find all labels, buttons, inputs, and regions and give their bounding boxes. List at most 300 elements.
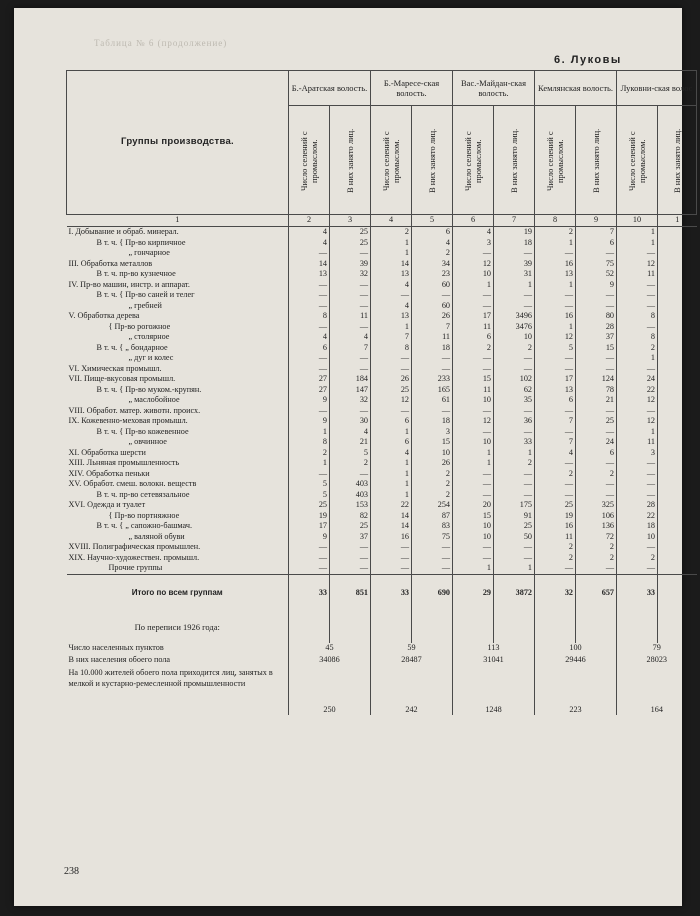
total-value: 851 xyxy=(330,574,371,613)
value-cell: 24 xyxy=(617,374,658,385)
empty-cell xyxy=(658,613,697,643)
table-row xyxy=(67,395,697,406)
census-label: В них населения обоего пола xyxy=(68,655,171,665)
value-cell: — xyxy=(576,458,617,469)
value-cell: 18 xyxy=(412,343,453,354)
value-cell: — xyxy=(330,322,371,333)
volost-header: Б.-Аратская волость. xyxy=(289,71,371,106)
value-cell: — xyxy=(535,248,576,259)
value-cell: 5 xyxy=(289,479,330,490)
census-value: 164 xyxy=(617,667,697,715)
value-cell: 3476 xyxy=(494,322,535,333)
value-cell: 2 xyxy=(617,553,658,564)
value-cell: 1 xyxy=(371,469,412,480)
empty-cell xyxy=(576,613,617,643)
value-cell: — xyxy=(617,301,658,312)
value-cell: — xyxy=(617,290,658,301)
value-cell: 4 xyxy=(330,427,371,438)
value-cell xyxy=(658,238,697,249)
empty-cell xyxy=(289,613,330,643)
column-number: 1 xyxy=(67,215,289,227)
value-cell: 82 xyxy=(330,511,371,522)
value-cell: 1 xyxy=(289,427,330,438)
value-cell xyxy=(658,563,697,574)
value-cell: — xyxy=(371,290,412,301)
column-number: 10 xyxy=(617,215,658,227)
row-label: IV. Пр-во машин, инстр. и аппарат. xyxy=(68,279,190,289)
value-cell: 2 xyxy=(494,458,535,469)
subheader-cell xyxy=(371,106,412,215)
value-cell: — xyxy=(330,469,371,480)
table-row xyxy=(67,248,697,259)
census-header: По переписи 1926 года: xyxy=(134,622,220,633)
value-cell: 39 xyxy=(494,259,535,270)
value-cell: 1 xyxy=(289,458,330,469)
value-cell: — xyxy=(412,553,453,564)
table-row xyxy=(67,364,697,375)
row-label: Прочие группы xyxy=(67,563,289,574)
table-row xyxy=(67,290,697,301)
table-row xyxy=(67,343,697,354)
value-cell: — xyxy=(494,479,535,490)
value-cell: 165 xyxy=(412,385,453,396)
value-cell: 7 xyxy=(330,343,371,354)
census-value: 31041 xyxy=(453,655,535,667)
table-row xyxy=(67,563,697,574)
value-cell: 35 xyxy=(494,395,535,406)
page-header: 6. Луковы xyxy=(554,54,622,66)
value-cell: — xyxy=(330,542,371,553)
value-cell: — xyxy=(535,479,576,490)
row-label: „ овчинное xyxy=(128,437,167,446)
subheader-text: Число селений с промыслом. xyxy=(545,130,565,191)
column-number: 3 xyxy=(330,215,371,227)
value-cell: 1 xyxy=(453,563,494,574)
value-cell: 36 xyxy=(494,416,535,427)
table-row xyxy=(67,322,697,333)
value-cell: — xyxy=(576,248,617,259)
total-value: 32 xyxy=(535,574,576,613)
value-cell: 1 xyxy=(535,322,576,333)
value-cell: — xyxy=(576,479,617,490)
value-cell: 6 xyxy=(289,343,330,354)
table-row xyxy=(67,416,697,427)
table-row xyxy=(67,542,697,553)
value-cell: — xyxy=(289,406,330,417)
value-cell xyxy=(658,511,697,522)
value-cell: 2 xyxy=(453,343,494,354)
value-cell: 1 xyxy=(617,353,658,364)
value-cell: 3 xyxy=(617,448,658,459)
value-cell: 10 xyxy=(412,448,453,459)
table-row xyxy=(67,553,697,564)
value-cell: — xyxy=(576,353,617,364)
row-label: „ валяной обуви xyxy=(128,531,185,541)
value-cell: 6 xyxy=(371,437,412,448)
row-label: В т. ч. { „ сапожно-башмач. xyxy=(96,521,193,530)
value-cell: 18 xyxy=(494,238,535,249)
row-label: „ гончарное xyxy=(128,248,170,257)
table-row xyxy=(67,448,697,459)
value-cell: 19 xyxy=(289,511,330,522)
row-label: В т. ч. пр-во сетевязальное xyxy=(96,489,190,499)
value-cell: — xyxy=(289,290,330,301)
subheader-cell xyxy=(658,106,697,215)
value-cell xyxy=(658,248,697,259)
table-row xyxy=(67,353,697,364)
value-cell: 30 xyxy=(330,416,371,427)
row-label: XIII. Льняная промышленность xyxy=(68,458,180,467)
value-cell: 10 xyxy=(453,532,494,543)
table-row xyxy=(67,238,697,249)
value-cell: 2 xyxy=(576,542,617,553)
value-cell: 21 xyxy=(330,437,371,448)
value-cell: 22 xyxy=(371,500,412,511)
value-cell: 7 xyxy=(535,437,576,448)
value-cell: 4 xyxy=(289,227,330,238)
value-cell: 12 xyxy=(535,332,576,343)
value-cell: — xyxy=(576,406,617,417)
value-cell xyxy=(658,353,697,364)
value-cell: 72 xyxy=(576,532,617,543)
value-cell: 52 xyxy=(576,269,617,280)
table-row xyxy=(67,311,697,322)
row-label: XV. Обработ. смеш. волокн. веществ xyxy=(68,479,197,488)
value-cell: — xyxy=(289,248,330,259)
subheader-text: Число селений с промыслом. xyxy=(381,130,401,191)
value-cell: — xyxy=(494,364,535,375)
value-cell: 18 xyxy=(617,521,658,532)
subheader-cell xyxy=(412,106,453,215)
value-cell: 6 xyxy=(535,395,576,406)
value-cell: — xyxy=(412,406,453,417)
value-cell: — xyxy=(576,364,617,375)
value-cell xyxy=(658,448,697,459)
value-cell: 19 xyxy=(494,227,535,238)
census-value: 1248 xyxy=(453,667,535,715)
value-cell: 2 xyxy=(576,469,617,480)
row-label: „ гребней xyxy=(128,300,162,310)
value-cell: 13 xyxy=(535,269,576,280)
empty-cell xyxy=(453,613,494,643)
value-cell: — xyxy=(494,301,535,312)
value-cell: 11 xyxy=(617,269,658,280)
value-cell: 10 xyxy=(453,395,494,406)
value-cell: — xyxy=(453,364,494,375)
value-cell: 10 xyxy=(453,269,494,280)
value-cell: 7 xyxy=(412,322,453,333)
value-cell: — xyxy=(494,406,535,417)
value-cell: 102 xyxy=(494,374,535,385)
subheader-text: Число селений с промыслом. xyxy=(463,130,483,191)
value-cell: — xyxy=(371,542,412,553)
column-number: 9 xyxy=(576,215,617,227)
table-row xyxy=(67,458,697,469)
value-cell: — xyxy=(617,542,658,553)
value-cell xyxy=(658,521,697,532)
census-row xyxy=(67,667,697,715)
value-cell: 15 xyxy=(453,511,494,522)
value-cell: 75 xyxy=(412,532,453,543)
value-cell: 21 xyxy=(576,395,617,406)
value-cell: 8 xyxy=(289,311,330,322)
value-cell: 12 xyxy=(453,416,494,427)
value-cell: — xyxy=(453,469,494,480)
value-cell xyxy=(658,500,697,511)
total-value: 33 xyxy=(371,574,412,613)
value-cell: 17 xyxy=(535,374,576,385)
subheader-text: В них занято лиц. xyxy=(672,128,683,193)
value-cell: — xyxy=(576,490,617,501)
value-cell: 32 xyxy=(330,395,371,406)
value-cell: 153 xyxy=(330,500,371,511)
value-cell: — xyxy=(289,553,330,564)
row-label: { Пр-во портняжное xyxy=(108,510,180,520)
value-cell: — xyxy=(494,490,535,501)
value-cell: — xyxy=(330,290,371,301)
value-cell: — xyxy=(453,301,494,312)
value-cell: 1 xyxy=(371,479,412,490)
column-number: 2 xyxy=(289,215,330,227)
value-cell xyxy=(658,290,697,301)
value-cell xyxy=(658,374,697,385)
value-cell xyxy=(658,479,697,490)
column-number: 4 xyxy=(371,215,412,227)
table-row xyxy=(67,269,697,280)
value-cell: — xyxy=(453,542,494,553)
value-cell: — xyxy=(617,490,658,501)
value-cell: 7 xyxy=(576,227,617,238)
value-cell: 2 xyxy=(330,458,371,469)
census-value: 59 xyxy=(371,643,453,655)
value-cell xyxy=(658,427,697,438)
value-cell: — xyxy=(494,542,535,553)
row-label: VII. Пище-вкусовая промышл. xyxy=(68,374,176,383)
value-cell: 25 xyxy=(330,521,371,532)
value-cell: 7 xyxy=(535,416,576,427)
row-label: VIII. Обработ. матер. животн. происх. xyxy=(68,405,201,415)
empty-cell xyxy=(330,613,371,643)
value-cell: 147 xyxy=(330,385,371,396)
value-cell xyxy=(658,385,697,396)
census-value: 29446 xyxy=(535,655,617,667)
value-cell: 16 xyxy=(535,521,576,532)
row-label: XVIII. Полиграфическая промышлен. xyxy=(68,542,201,551)
value-cell: — xyxy=(371,553,412,564)
value-cell: 24 xyxy=(576,437,617,448)
value-cell: 4 xyxy=(453,227,494,238)
value-cell: 6 xyxy=(412,227,453,238)
value-cell: 2 xyxy=(494,343,535,354)
value-cell: 11 xyxy=(453,385,494,396)
value-cell: 15 xyxy=(576,343,617,354)
value-cell: 3 xyxy=(453,238,494,249)
row-label: XI. Обработка шерсти xyxy=(68,447,146,457)
value-cell: — xyxy=(289,542,330,553)
value-cell: 9 xyxy=(576,280,617,291)
value-cell: — xyxy=(453,479,494,490)
value-cell: 12 xyxy=(617,395,658,406)
value-cell: 60 xyxy=(412,280,453,291)
value-cell: — xyxy=(535,427,576,438)
value-cell: 1 xyxy=(535,238,576,249)
value-cell: 1 xyxy=(453,280,494,291)
value-cell: 6 xyxy=(453,332,494,343)
table-row xyxy=(67,227,697,238)
value-cell: 6 xyxy=(576,238,617,249)
column-number: 8 xyxy=(535,215,576,227)
value-cell: 9 xyxy=(289,532,330,543)
value-cell: 4 xyxy=(371,448,412,459)
value-cell: 14 xyxy=(371,511,412,522)
row-label: В т. ч. { Пр-во кирпичное xyxy=(96,237,186,247)
value-cell: 50 xyxy=(494,532,535,543)
value-cell: 8 xyxy=(371,343,412,354)
value-cell: 1 xyxy=(617,427,658,438)
value-cell: — xyxy=(535,490,576,501)
value-cell: — xyxy=(412,353,453,364)
census-label: На 10.000 жителей обоего пола приходится лиц, занятых в мелкой и кустарно-ремесленной промышленности xyxy=(68,667,273,688)
value-cell: — xyxy=(412,563,453,574)
value-cell: 15 xyxy=(412,437,453,448)
value-cell: — xyxy=(576,301,617,312)
value-cell xyxy=(658,227,697,238)
value-cell: 8 xyxy=(617,332,658,343)
value-cell: 39 xyxy=(330,259,371,270)
row-label: В т. ч. { Пр-во кожевенное xyxy=(96,426,189,436)
value-cell: 26 xyxy=(412,458,453,469)
value-cell: 403 xyxy=(330,479,371,490)
total-value xyxy=(658,574,697,613)
value-cell: — xyxy=(371,364,412,375)
table-row xyxy=(67,385,697,396)
row-label: „ маслобойное xyxy=(128,395,180,404)
value-cell xyxy=(658,301,697,312)
value-cell: 2 xyxy=(371,227,412,238)
value-cell: — xyxy=(289,563,330,574)
value-cell: 15 xyxy=(453,374,494,385)
value-cell: 2 xyxy=(412,469,453,480)
value-cell: 27 xyxy=(289,374,330,385)
value-cell: 11 xyxy=(330,311,371,322)
value-cell: 10 xyxy=(617,532,658,543)
value-cell: 13 xyxy=(371,311,412,322)
row-label: V. Обработка дерева xyxy=(68,311,140,320)
census-value: 223 xyxy=(535,667,617,715)
value-cell: 31 xyxy=(494,269,535,280)
value-cell: — xyxy=(371,563,412,574)
value-cell: 124 xyxy=(576,374,617,385)
value-cell: 34 xyxy=(412,259,453,270)
value-cell: 25 xyxy=(576,416,617,427)
value-cell: 25 xyxy=(371,385,412,396)
value-cell: 1 xyxy=(371,490,412,501)
value-cell: 80 xyxy=(576,311,617,322)
value-cell: 2 xyxy=(535,553,576,564)
table-row xyxy=(67,532,697,543)
subheader-text: В них занято лиц. xyxy=(345,128,355,193)
value-cell xyxy=(658,395,697,406)
value-cell: 22 xyxy=(617,385,658,396)
value-cell: 403 xyxy=(330,490,371,501)
empty-cell xyxy=(494,613,535,643)
value-cell: 2 xyxy=(576,553,617,564)
value-cell: 4 xyxy=(371,301,412,312)
row-label: „ столярное xyxy=(128,332,170,341)
table-row xyxy=(67,332,697,343)
value-cell: 26 xyxy=(371,374,412,385)
empty-cell xyxy=(412,613,453,643)
value-cell: 4 xyxy=(371,280,412,291)
value-cell: 23 xyxy=(412,269,453,280)
value-cell xyxy=(658,532,697,543)
total-value: 3872 xyxy=(494,574,535,613)
census-row xyxy=(67,655,697,667)
value-cell xyxy=(658,406,697,417)
value-cell: 1 xyxy=(453,448,494,459)
value-cell: 1 xyxy=(371,322,412,333)
value-cell: — xyxy=(330,563,371,574)
value-cell: — xyxy=(535,290,576,301)
value-cell: 1 xyxy=(371,238,412,249)
value-cell: 37 xyxy=(330,532,371,543)
row-label: IX. Кожевенно-меховая промышл. xyxy=(68,416,188,425)
value-cell: — xyxy=(289,353,330,364)
value-cell: 1 xyxy=(535,280,576,291)
subheader-cell xyxy=(535,106,576,215)
value-cell: 175 xyxy=(494,500,535,511)
value-cell: 27 xyxy=(289,385,330,396)
value-cell: 1 xyxy=(494,280,535,291)
value-cell: — xyxy=(289,322,330,333)
value-cell: 2 xyxy=(535,542,576,553)
value-cell xyxy=(658,469,697,480)
value-cell xyxy=(658,322,697,333)
value-cell: 75 xyxy=(576,259,617,270)
value-cell: 25 xyxy=(330,238,371,249)
row-label: XIV. Обработка пеньки xyxy=(68,468,150,478)
value-cell: — xyxy=(412,542,453,553)
value-cell: 1 xyxy=(371,427,412,438)
row-label: { Пр-во рогожное xyxy=(108,321,171,331)
value-cell xyxy=(658,364,697,375)
value-cell: — xyxy=(330,248,371,259)
value-cell: 8 xyxy=(289,437,330,448)
subheader-cell xyxy=(576,106,617,215)
census-value: 45 xyxy=(289,643,371,655)
value-cell: 6 xyxy=(371,416,412,427)
census-value: 28487 xyxy=(371,655,453,667)
subheader-cell xyxy=(330,106,371,215)
value-cell: 9 xyxy=(289,395,330,406)
subheader-cell xyxy=(617,106,658,215)
census-row xyxy=(67,643,697,655)
subheader-cell xyxy=(453,106,494,215)
row-label: В т. ч. { „ бондарное xyxy=(96,342,168,352)
value-cell: 37 xyxy=(576,332,617,343)
value-cell: 14 xyxy=(371,521,412,532)
value-cell: 233 xyxy=(412,374,453,385)
value-cell: — xyxy=(617,248,658,259)
column-number: 5 xyxy=(412,215,453,227)
value-cell: 13 xyxy=(371,269,412,280)
table-row xyxy=(67,406,697,417)
value-cell: — xyxy=(412,290,453,301)
value-cell xyxy=(658,259,697,270)
value-cell: — xyxy=(453,406,494,417)
value-cell: — xyxy=(330,301,371,312)
total-value: 657 xyxy=(576,574,617,613)
